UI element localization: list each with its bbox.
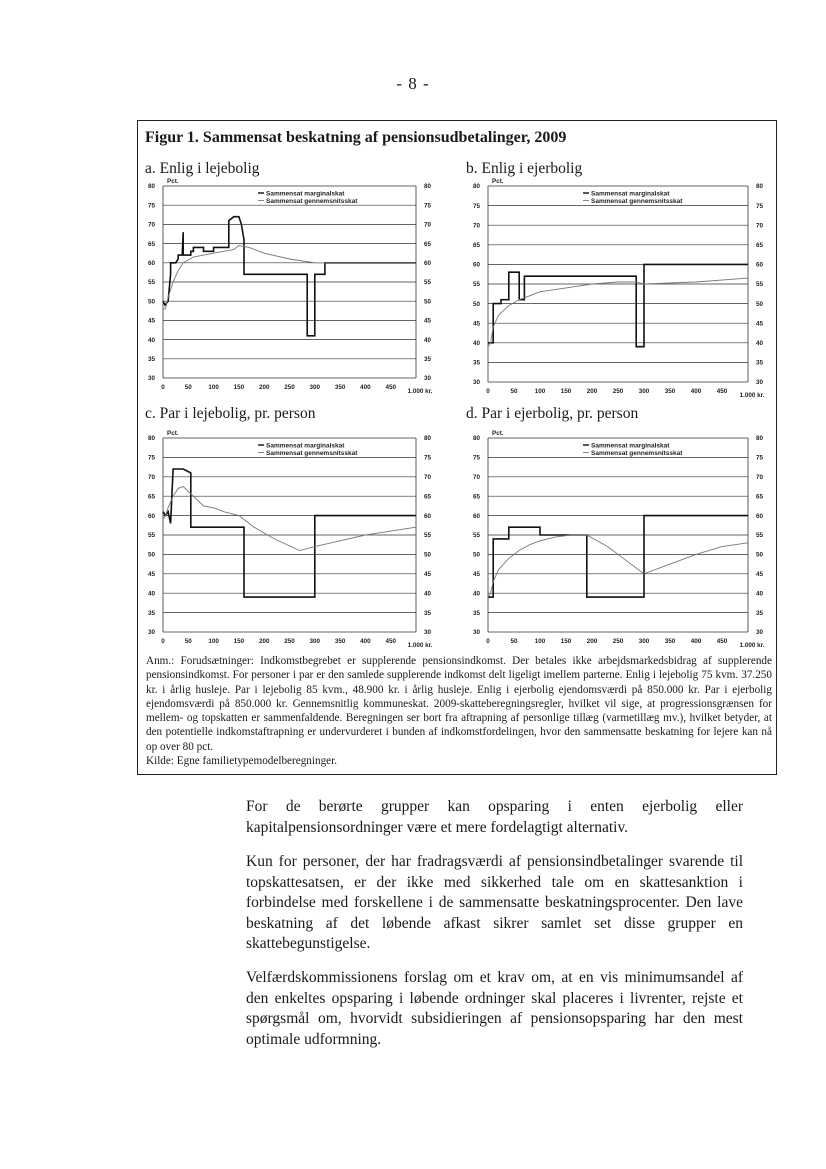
x-tick-label: 350 — [334, 638, 346, 645]
y-tick-label-right: 80 — [756, 183, 764, 191]
y-tick-label-left: 70 — [472, 474, 480, 481]
y-tick-label-right: 55 — [756, 532, 764, 540]
y-tick-label-right: 65 — [756, 242, 764, 249]
x-tick-label: 0 — [486, 388, 490, 395]
x-tick-label: 300 — [638, 388, 650, 395]
y-tick-label-left: 30 — [472, 379, 480, 387]
y-tick-label-left: 80 — [472, 435, 480, 443]
figure-title: Figur 1. Sammensat beskatning af pensionsudbetalinger, 2009 — [145, 129, 567, 146]
y-tick-label-right: 70 — [424, 474, 432, 481]
y-tick-label-left: 30 — [147, 629, 155, 637]
y-tick-label-left: 55 — [147, 279, 155, 287]
y-tick-label-right: 70 — [756, 222, 764, 230]
x-tick-label: 350 — [664, 638, 676, 645]
panel-title-b: b. Enlig i ejerbolig — [466, 160, 583, 177]
y-tick-label-left: 50 — [147, 551, 155, 559]
y-tick-label-left: 35 — [472, 359, 480, 367]
x-unit-label: 1.000 kr. — [739, 392, 765, 399]
y-tick-label-left: 55 — [472, 532, 480, 540]
y-tick-label-right: 40 — [756, 340, 764, 347]
legend-label: Sammensat marginalskat — [591, 190, 670, 198]
x-tick-label: 50 — [510, 388, 518, 395]
y-tick-label-left: 50 — [472, 300, 480, 308]
y-tick-label-right: 45 — [756, 571, 764, 578]
x-tick-label: 100 — [208, 384, 219, 391]
y-tick-label-right: 55 — [424, 279, 432, 287]
y-tick-label-right: 60 — [424, 260, 432, 267]
y-tick-label-left: 35 — [147, 356, 155, 363]
y-tick-label-right: 55 — [756, 281, 764, 289]
y-tick-label-left: 60 — [147, 260, 155, 267]
x-tick-label: 100 — [534, 638, 546, 645]
body-paragraph-3 — [246, 968, 743, 1050]
y-tick-label-right: 35 — [424, 609, 432, 617]
note-text: Anm.: Forudsætninger: Indkomstbegrebet er supplerende pensionsindkomst. Der betales ikke arbejdsmarkedsbidrag af supplerende pensionsindkomst. For personer i par er den samlede supplerende indkomst delt ligeligt imellem parterne. Enlig i lejebolig 75 kvm. 37.250 kr. i årlig husleje. Par i lejebolig 85 kvm., 48.900 kr. i årlig husleje. Enlig i ejerbolig ejendomsværdi på 850.000 kr. Par i ejerbolig ejendomsværdi på 850.000 kr. Gennemsnitlig kommuneskat. 2009-skatteberegningsregler, hvilket vil sige, at progressionsgrænsen for mellem- og topskatten er sammenfaldende. Beregningen ser bort fra aftrapning af personlige tillæg (varmetillæg mv.), hvilket betyder, at den potentielle indkomstaftrapning er undervurderet i bunden af indkomstfordelingen, hvor den sammensatte beskatning for lejere kan nå op over 80 pct. — [146, 655, 772, 753]
x-tick-label: 300 — [638, 638, 650, 645]
y-tick-label-right: 65 — [756, 493, 764, 501]
y-tick-label-right: 35 — [424, 356, 432, 363]
y-tick-label-left: 65 — [147, 240, 155, 248]
y-tick-label-right: 40 — [424, 336, 432, 344]
y-tick-label-right: 80 — [756, 435, 764, 443]
x-tick-label: 150 — [560, 388, 572, 395]
y-tick-label-left: 30 — [472, 629, 480, 637]
y-tick-label-left: 70 — [147, 221, 155, 229]
legend-label: Sammensat gennemsnitsskat — [266, 449, 358, 457]
y-tick-label-left: 70 — [147, 474, 155, 481]
y-tick-label-right: 65 — [424, 240, 432, 248]
paragraph-text: For de berørte grupper kan opsparing i enten ejerbolig eller kapitalpensionsordninger være et mere fordelagtigt alternativ. — [246, 798, 743, 836]
y-tick-label-right: 35 — [756, 609, 764, 617]
figure-note — [146, 654, 772, 768]
panel-title-d: d. Par i ejerbolig, pr. person — [466, 405, 639, 422]
y-tick-label-right: 75 — [756, 454, 764, 462]
x-tick-label: 200 — [586, 638, 598, 645]
series-line-marginalskat — [488, 516, 748, 598]
y-tick-label-left: 80 — [147, 435, 155, 443]
legend-label: Sammensat gennemsnitsskat — [591, 197, 683, 205]
y-tick-label-left: 60 — [147, 512, 155, 520]
x-tick-label: 400 — [690, 388, 702, 395]
panel-title-a: a. Enlig i lejebolig — [145, 160, 260, 177]
y-tick-label-right: 75 — [756, 202, 764, 210]
y-tick-label-left: 75 — [147, 202, 155, 210]
y-tick-label-left: 40 — [472, 340, 480, 347]
y-tick-label-left: 35 — [472, 609, 480, 617]
x-tick-label: 150 — [233, 384, 245, 391]
y-tick-label-right: 30 — [756, 379, 764, 387]
x-tick-label: 350 — [334, 384, 346, 391]
y-tick-label-left: 65 — [147, 493, 155, 501]
x-tick-label: 250 — [284, 638, 295, 645]
y-tick-label-left: 40 — [472, 590, 480, 598]
y-tick-label-left: 65 — [472, 242, 480, 249]
x-tick-label: 0 — [486, 638, 490, 645]
y-tick-label-right: 50 — [756, 300, 764, 308]
y-tick-label-right: 55 — [424, 532, 432, 540]
note-source: Kilde: Egne familietypemodelberegninger. — [146, 755, 338, 768]
y-tick-label-left: 40 — [147, 590, 155, 598]
y-tick-label-right: 75 — [424, 202, 432, 210]
y-tick-label-right: 70 — [424, 221, 432, 229]
y-tick-label-left: 60 — [472, 261, 480, 269]
y-tick-label-right: 50 — [756, 551, 764, 559]
panel-title-c: c. Par i lejebolig, pr. person — [145, 405, 316, 422]
y-tick-label-left: 50 — [472, 551, 480, 559]
y-tick-label-left: 40 — [147, 336, 155, 344]
x-unit-label: 1.000 kr. — [407, 642, 433, 649]
x-tick-label: 200 — [258, 638, 270, 645]
x-tick-label: 450 — [716, 388, 728, 395]
y-tick-label-left: 65 — [472, 493, 480, 501]
x-unit-label: 1.000 kr. — [407, 388, 433, 395]
x-tick-label: 250 — [284, 384, 295, 391]
y-axis-label: Pct. — [492, 178, 504, 185]
x-tick-label: 200 — [258, 384, 270, 391]
y-tick-label-left: 45 — [472, 571, 480, 578]
y-tick-label-left: 45 — [147, 317, 155, 325]
y-tick-label-right: 65 — [424, 493, 432, 501]
y-tick-label-right: 40 — [756, 590, 764, 598]
y-tick-label-right: 30 — [424, 629, 432, 637]
x-tick-label: 150 — [233, 638, 245, 645]
y-tick-label-right: 45 — [424, 571, 432, 578]
x-tick-label: 400 — [360, 638, 371, 645]
y-tick-label-right: 45 — [756, 320, 764, 328]
y-tick-label-right: 50 — [424, 551, 432, 559]
x-tick-label: 50 — [184, 638, 192, 645]
x-unit-label: 1.000 kr. — [739, 642, 765, 649]
y-tick-label-right: 30 — [424, 375, 432, 383]
x-tick-label: 0 — [161, 384, 165, 391]
series-line-gennemsnitsskat — [488, 535, 748, 597]
y-tick-label-left: 80 — [472, 183, 480, 191]
y-tick-label-right: 80 — [424, 183, 432, 191]
body-paragraph-1 — [246, 797, 743, 838]
y-tick-label-right: 35 — [756, 359, 764, 367]
x-tick-label: 50 — [510, 638, 518, 645]
x-tick-label: 0 — [161, 638, 165, 645]
y-axis-label: Pct. — [167, 430, 179, 437]
legend-label: Sammensat marginalskat — [591, 442, 670, 450]
y-tick-label-left: 70 — [472, 222, 480, 230]
y-tick-label-left: 75 — [472, 454, 480, 462]
x-tick-label: 450 — [385, 384, 396, 391]
y-tick-label-right: 60 — [756, 512, 764, 520]
y-tick-label-right: 80 — [424, 435, 432, 443]
y-tick-label-left: 55 — [472, 281, 480, 289]
y-tick-label-right: 70 — [756, 474, 764, 481]
y-tick-label-left: 35 — [147, 609, 155, 617]
x-tick-label: 300 — [309, 638, 321, 645]
y-tick-label-left: 75 — [472, 202, 480, 210]
y-tick-label-left: 75 — [147, 454, 155, 462]
x-tick-label: 450 — [716, 638, 728, 645]
legend-label: Sammensat gennemsnitsskat — [591, 449, 683, 457]
y-tick-label-right: 30 — [756, 629, 764, 637]
x-tick-label: 150 — [560, 638, 572, 645]
paragraph-text: Kun for personer, der har fradragsværdi af pensionsindbetalinger svarende til topskattesatsen, er der ikke med sikkerhed tale om en skattesanktion i forbindelse med forskellene i de sammensatte beskatningsprocenter. Den lave beskatning af det løbende afkast sikrer samlet set disse grupper en skattebegunstigelse. — [246, 853, 743, 953]
x-tick-label: 100 — [534, 388, 546, 395]
legend-label: Sammensat gennemsnitsskat — [266, 197, 358, 205]
y-tick-label-right: 45 — [424, 317, 432, 325]
paragraph-text: Velfærdskommissionens forslag om et krav om, at en vis minimumsandel af den enkeltes opsparing i løbende ordninger skal placeres i livrenter, rejste et spørgsmål om, hvorvidt subsidieringen af pensionsopsparing har den mest optimale udformning. — [246, 969, 743, 1048]
y-tick-label-left: 30 — [147, 375, 155, 383]
y-axis-label: Pct. — [492, 430, 504, 437]
y-tick-label-left: 50 — [147, 298, 155, 306]
x-tick-label: 400 — [360, 384, 371, 391]
x-tick-label: 450 — [385, 638, 396, 645]
y-tick-label-left: 55 — [147, 532, 155, 540]
y-tick-label-right: 60 — [424, 512, 432, 520]
legend-label: Sammensat marginalskat — [266, 442, 345, 450]
y-tick-label-right: 40 — [424, 590, 432, 598]
y-tick-label-left: 45 — [472, 320, 480, 328]
y-axis-label: Pct. — [167, 178, 179, 185]
x-tick-label: 50 — [184, 384, 192, 391]
x-tick-label: 200 — [586, 388, 598, 395]
y-tick-label-right: 75 — [424, 454, 432, 462]
legend-label: Sammensat marginalskat — [266, 190, 345, 198]
y-tick-label-left: 60 — [472, 512, 480, 520]
body-paragraph-2 — [246, 852, 743, 955]
y-tick-label-left: 80 — [147, 183, 155, 191]
x-tick-label: 250 — [612, 638, 624, 645]
y-tick-label-right: 50 — [424, 298, 432, 306]
x-tick-label: 100 — [208, 638, 219, 645]
y-tick-label-right: 60 — [756, 261, 764, 269]
x-tick-label: 250 — [612, 388, 624, 395]
y-tick-label-left: 45 — [147, 571, 155, 578]
page-number: - 8 - — [396, 74, 430, 93]
x-tick-label: 400 — [690, 638, 702, 645]
x-tick-label: 350 — [664, 388, 676, 395]
x-tick-label: 300 — [309, 384, 321, 391]
